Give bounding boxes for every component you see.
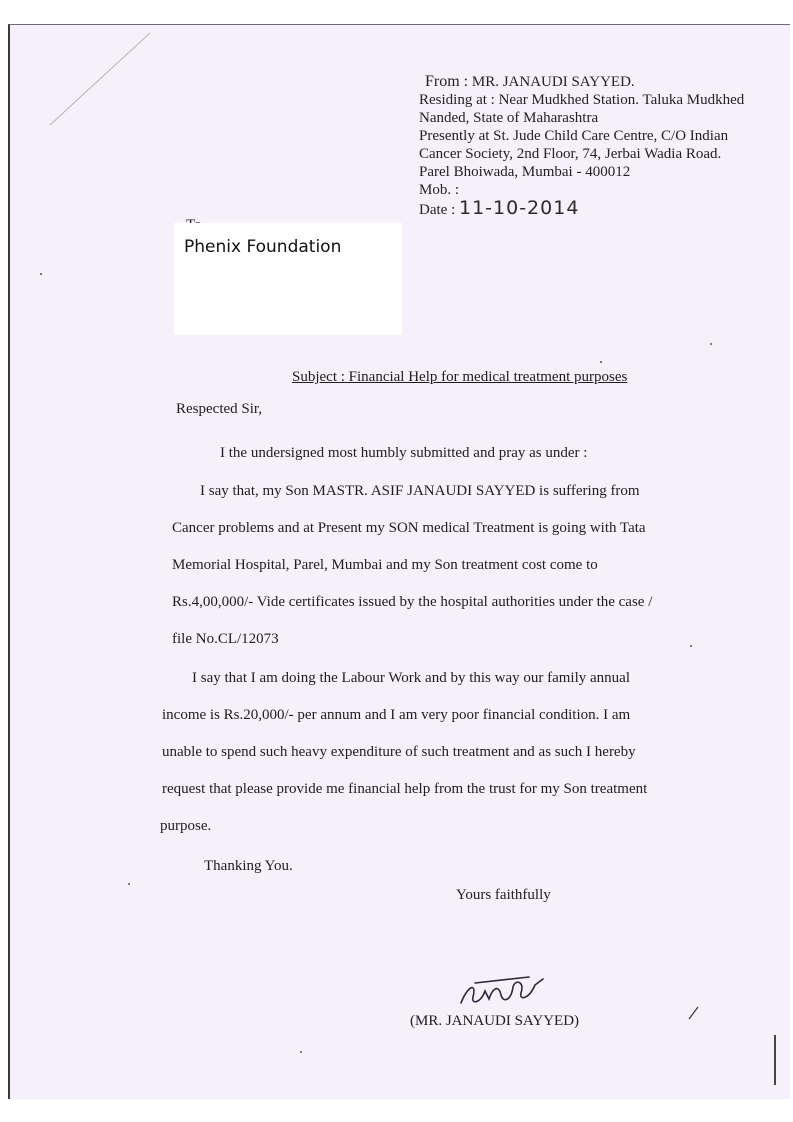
scan-speck xyxy=(690,645,692,647)
sender-address-line: Nanded, State of Maharashtra xyxy=(419,110,599,126)
sender-address-line: Presently at St. Jude Child Care Centre, C/O Indian xyxy=(419,128,729,144)
mobile-label: Mob. : xyxy=(419,182,460,198)
sender-address-line: Parel Bhoiwada, Mumbai - 400012 xyxy=(419,164,631,180)
thanks-line: Thanking You. xyxy=(204,858,293,874)
scan-edge-mark xyxy=(774,1035,776,1085)
from-label: From : xyxy=(425,73,469,90)
scan-speck xyxy=(128,883,130,885)
paragraph-line: I say that I am doing the Labour Work and by this way our family annual xyxy=(192,670,630,686)
sender-address-line: Residing at : Near Mudkhed Station. Taluka Mudkhed xyxy=(419,92,745,108)
scan-artifact-line xyxy=(30,25,170,135)
date-value: 11-10-2014 xyxy=(458,197,580,219)
closing-line: Yours faithfully xyxy=(456,887,551,903)
salutation: Respected Sir, xyxy=(176,401,263,417)
paragraph-line: I say that, my Son MASTR. ASIF JANAUDI SAYYED is suffering from xyxy=(200,483,640,499)
signatory-name: (MR. JANAUDI SAYYED) xyxy=(410,1013,580,1029)
letter-page xyxy=(8,24,790,1099)
paragraph-line: Cancer problems and at Present my SON medical Treatment is going with Tata xyxy=(172,520,646,536)
scan-speck xyxy=(40,273,42,275)
sender-address-block xyxy=(419,73,744,219)
scan-speck xyxy=(710,343,712,345)
paragraph-line: Memorial Hospital, Parel, Mumbai and my Son treatment cost come to xyxy=(172,557,598,573)
paragraph-line: file No.CL/12073 xyxy=(172,631,279,647)
signature-image xyxy=(455,973,555,1013)
paragraph-line: unable to spend such heavy expenditure of such treatment and as such I hereby xyxy=(162,744,636,760)
sender-address-line: Cancer Society, 2nd Floor, 74, Jerbai Wadia Road. xyxy=(419,146,722,162)
recipient-name: Phenix Foundation xyxy=(184,237,342,257)
subject-line: Subject : Financial Help for medical treatment purposes xyxy=(292,369,628,385)
paragraph-line: request that please provide me financial help from the trust for my Son treatment xyxy=(162,781,648,797)
scan-speck xyxy=(300,1051,302,1053)
date-label: Date : xyxy=(419,202,456,218)
sender-name: MR. JANAUDI SAYYED. xyxy=(471,74,635,90)
paragraph-line: purpose. xyxy=(160,818,212,834)
paragraph-line: Rs.4,00,000/- Vide certificates issued by the hospital authorities under the case / xyxy=(172,594,653,610)
paragraph-line: income is Rs.20,000/- per annum and I am very poor financial condition. I am xyxy=(162,707,631,723)
scan-mark xyxy=(686,1005,700,1023)
scan-speck xyxy=(600,361,602,363)
intro-line: I the undersigned most humbly submitted and pray as under : xyxy=(220,445,588,461)
